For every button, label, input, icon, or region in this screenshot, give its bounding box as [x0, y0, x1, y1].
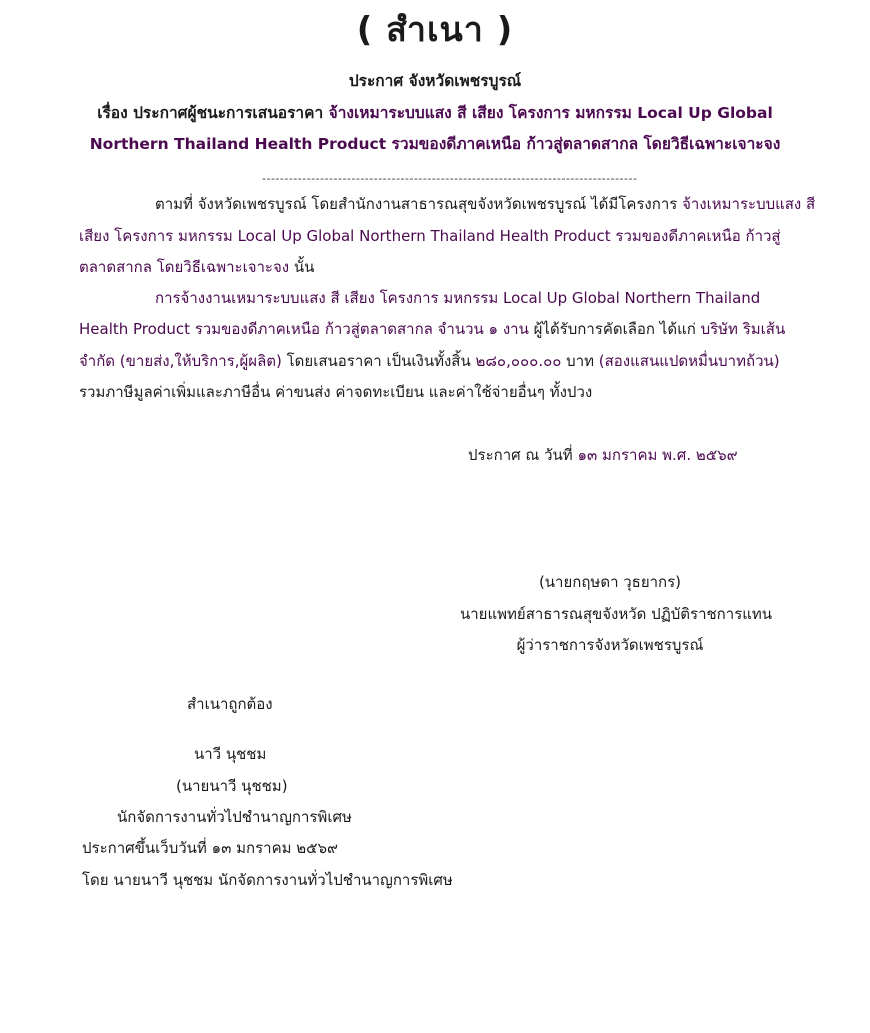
paragraph2-company: บริษัท ริมเส้น	[700, 320, 786, 338]
paragraph2-line3	[79, 351, 780, 371]
paragraph1-method: ตลาดสากล โดยวิธีเฉพาะเจาะจง	[79, 258, 290, 276]
certifier-signature: นาวี นุชชม	[194, 745, 267, 763]
divider: ------------------------------------------------------------------------------------	[262, 172, 638, 185]
announcement-date	[468, 445, 738, 465]
paragraph2-price-label: โดยเสนอราคา เป็นเงินทั้งสิ้น	[281, 352, 476, 370]
paragraph2-selected-label: ผู้ได้รับการคัดเลือก ได้แก่	[528, 320, 701, 338]
certified-copy-label: สำเนาถูกต้อง	[187, 695, 273, 713]
certifier-name: (นายนาวี นุชชม)	[176, 777, 288, 795]
signatory-position-2: ผู้ว่าราชการจังหวัดเพชรบูรณ์	[516, 636, 704, 654]
subject-project-name: จ้างเหมาระบบแสง สี เสียง โครงการ มหกรรม Local Up Global	[328, 104, 773, 122]
paragraph2-currency: บาท	[561, 352, 599, 370]
paragraph1-line1	[155, 194, 815, 214]
web-posted-by: โดย นายนาวี นุชชม นักจัดการงานทั่วไปชำนาญการพิเศษ	[82, 871, 453, 889]
announcement-date-label: ประกาศ ณ วันที่	[468, 446, 578, 464]
paragraph1-line3	[79, 257, 314, 277]
paragraph2-project-count: Health Product รวมของดีภาคเหนือ ก้าวสู่ตลาดสากล จำนวน ๑ งาน	[79, 320, 529, 338]
web-posting-date: ประกาศขึ้นเว็บวันที่ ๑๓ มกราคม ๒๕๖๙	[82, 839, 339, 857]
paragraph1-intro: ตามที่ จังหวัดเพชรบูรณ์ โดยสำนักงานสาธารณสุขจังหวัดเพชรบูรณ์ ได้มีโครงการ	[155, 195, 683, 213]
announcement-heading: ประกาศ จังหวัดเพชรบูรณ์	[348, 72, 522, 90]
paragraph2-line4: รวมภาษีมูลค่าเพิ่มและภาษีอื่น ค่าขนส่ง ค่าจดทะเบียน และค่าใช้จ่ายอื่นๆ ทั้งปวง	[79, 383, 593, 401]
signatory-position-1: นายแพทย์สาธารณสุขจังหวัด ปฏิบัติราชการแทน	[460, 605, 773, 623]
paragraph2-company-type: จำกัด (ขายส่ง,ให้บริการ,ผู้ผลิต)	[79, 352, 282, 370]
paragraph1-line2: เสียง โครงการ มหกรรม Local Up Global Northern Thailand Health Product รวมของดีภาคเหนือ ก้าวสู่	[79, 227, 781, 245]
document-title: ( สำเนา )	[356, 10, 514, 50]
certifier-position: นักจัดการงานทั่วไปชำนาญการพิเศษ	[117, 808, 352, 826]
paragraph2-line1: การจ้างงานเหมาระบบแสง สี เสียง โครงการ มหกรรม Local Up Global Northern Thailand	[155, 289, 761, 307]
paragraph2-price-amount: ๒๘๐,๐๐๐.๐๐	[475, 352, 562, 370]
subject-line-2: Northern Thailand Health Product รวมของดีภาคเหนือ ก้าวสู่ตลาดสากล โดยวิธีเฉพาะเจาะจง	[89, 135, 781, 153]
subject-prefix: เรื่อง ประกาศผู้ชนะการเสนอราคา	[97, 104, 329, 122]
paragraph1-end: นั้น	[289, 258, 315, 276]
announcement-date-value: ๑๓ มกราคม พ.ศ. ๒๕๖๙	[577, 446, 738, 464]
paragraph1-project: จ้างเหมาระบบแสง สี	[682, 195, 816, 213]
subject-line-1	[0, 100, 870, 125]
paragraph2-price-words: (สองแสนแปดหมื่นบาทถ้วน)	[598, 352, 780, 370]
signatory-name: (นายกฤษดา วุธยากร)	[538, 573, 682, 591]
paragraph2-line2	[79, 319, 785, 339]
